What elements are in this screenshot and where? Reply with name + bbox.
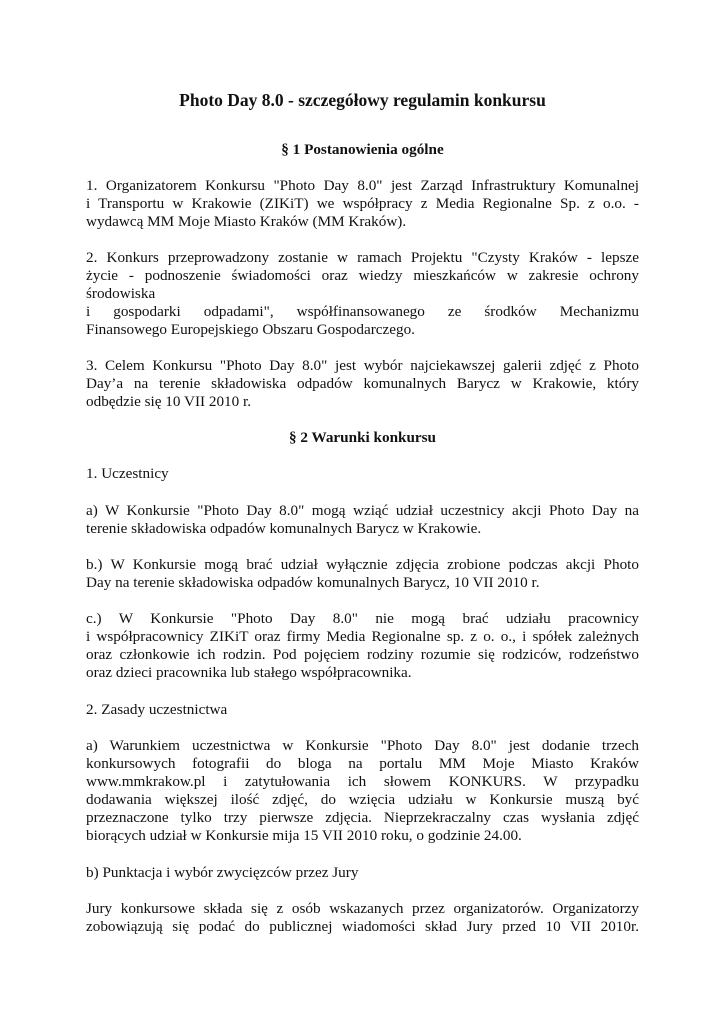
text-line: terenie składowiska odpadów komunalnych Barycz w Krakowie. [86,520,482,537]
section-2-heading: § 2 Warunki konkursu [288,429,437,446]
text-line: oraz dzieci pracownika lub stałego współpracownika. [86,664,412,681]
text-line: 3. Celem Konkursu "Photo Day 8.0" jest wybór najciekawszej galerii zdjęć z Photo [86,357,639,374]
text-line: i współpracownicy ZIKiT oraz firmy Media Regionalne sp. z o. o., i spółek zależnych [86,628,639,645]
text-line: Finansowego Europejskiego Obszaru Gospodarczego. [86,321,415,338]
text-line: c.) W Konkursie "Photo Day 8.0" nie mogą brać udziału pracownicy [86,610,639,627]
text-line: b) Punktacja i wybór zwycięzców przez Jury [86,864,359,881]
text-line: wydawcą MM Moje Miasto Kraków (MM Kraków). [86,213,407,230]
text-line: a) Warunkiem uczestnictwa w Konkursie "Photo Day 8.0" jest dodanie trzech [86,737,639,754]
text-line: www.mmkrakow.pl i zatytułowania ich słowem KONKURS. W przypadku [86,773,639,790]
text-line: b.) W Konkursie mogą brać udział wyłącznie zdjęcia zrobione podczas akcji Photo [86,556,639,573]
paragraph-2-1 [86,465,639,483]
paragraph-2-2 [86,701,639,719]
text-line: życie - podnoszenie świadomości oraz wiedzy mieszkańców w zakresie ochrony [86,267,639,284]
paragraph-2-1a [86,502,639,538]
paragraph-1-2 [86,249,639,339]
text-line: środowiska [86,285,156,302]
document-title: Photo Day 8.0 - szczegółowy regulamin konkursu [179,90,546,110]
text-line: 2. Konkurs przeprowadzony zostanie w ramach Projektu "Czysty Kraków - lepsze [86,249,639,266]
paragraph-2-1c [86,610,639,682]
text-line: oraz członkowie ich rodzin. Pod pojęciem rodziny rozumie się rodziców, rodzeństwo [86,646,639,663]
text-line: 1. Uczestnicy [86,465,169,482]
text-line: Day na terenie składowiska odpadów komunalnych Barycz, 10 VII 2010 r. [86,574,540,591]
paragraph-2-2a [86,737,639,845]
text-line: odbędzie się 10 VII 2010 r. [86,393,252,410]
text-line: dodawania większej ilość zdjęć, do wzięcia udziału w Konkursie muszą być [86,791,639,808]
text-line: przeznaczone tylko trzy pierwsze zdjęcia. Nieprzekraczalny czas wysłania zdjęć [86,809,639,826]
text-line: 1. Organizatorem Konkursu "Photo Day 8.0" jest Zarząd Infrastruktury Komunalnej [86,177,639,194]
paragraph-1-3 [86,357,639,411]
text-line: i gospodarki odpadami", współfinansowanego ze środków Mechanizmu [86,303,639,320]
paragraph-2-2c [86,900,639,936]
paragraph-2-1b [86,556,639,592]
text-line: zobowiązują się podać do publicznej wiadomości skład Jury przed 10 VII 2010r. [86,918,639,935]
section-1-heading: § 1 Postanowienia ogólne [281,141,444,158]
text-line: 2. Zasady uczestnictwa [86,701,228,718]
paragraph-2-2b [86,864,639,882]
text-line: Jury konkursowe składa się z osób wskazanych przez organizatorów. Organizatorzy [86,900,639,917]
text-line: konkursowych fotografii do bloga na portalu MM Moje Miasto Kraków [86,755,639,772]
text-line: Day’a na terenie składowiska odpadów komunalnych Barycz w Krakowie, który [86,375,639,392]
paragraph-1-1 [86,177,639,231]
text-line: biorących udział w Konkursie mija 15 VII 2010 roku, o godzinie 24.00. [86,827,522,844]
text-line: i Transportu w Krakowie (ZIKiT) we współpracy z Media Regionalne Sp. z o.o. - [86,195,639,212]
text-line: a) W Konkursie "Photo Day 8.0" mogą wziąć udział uczestnicy akcji Photo Day na [86,502,639,519]
